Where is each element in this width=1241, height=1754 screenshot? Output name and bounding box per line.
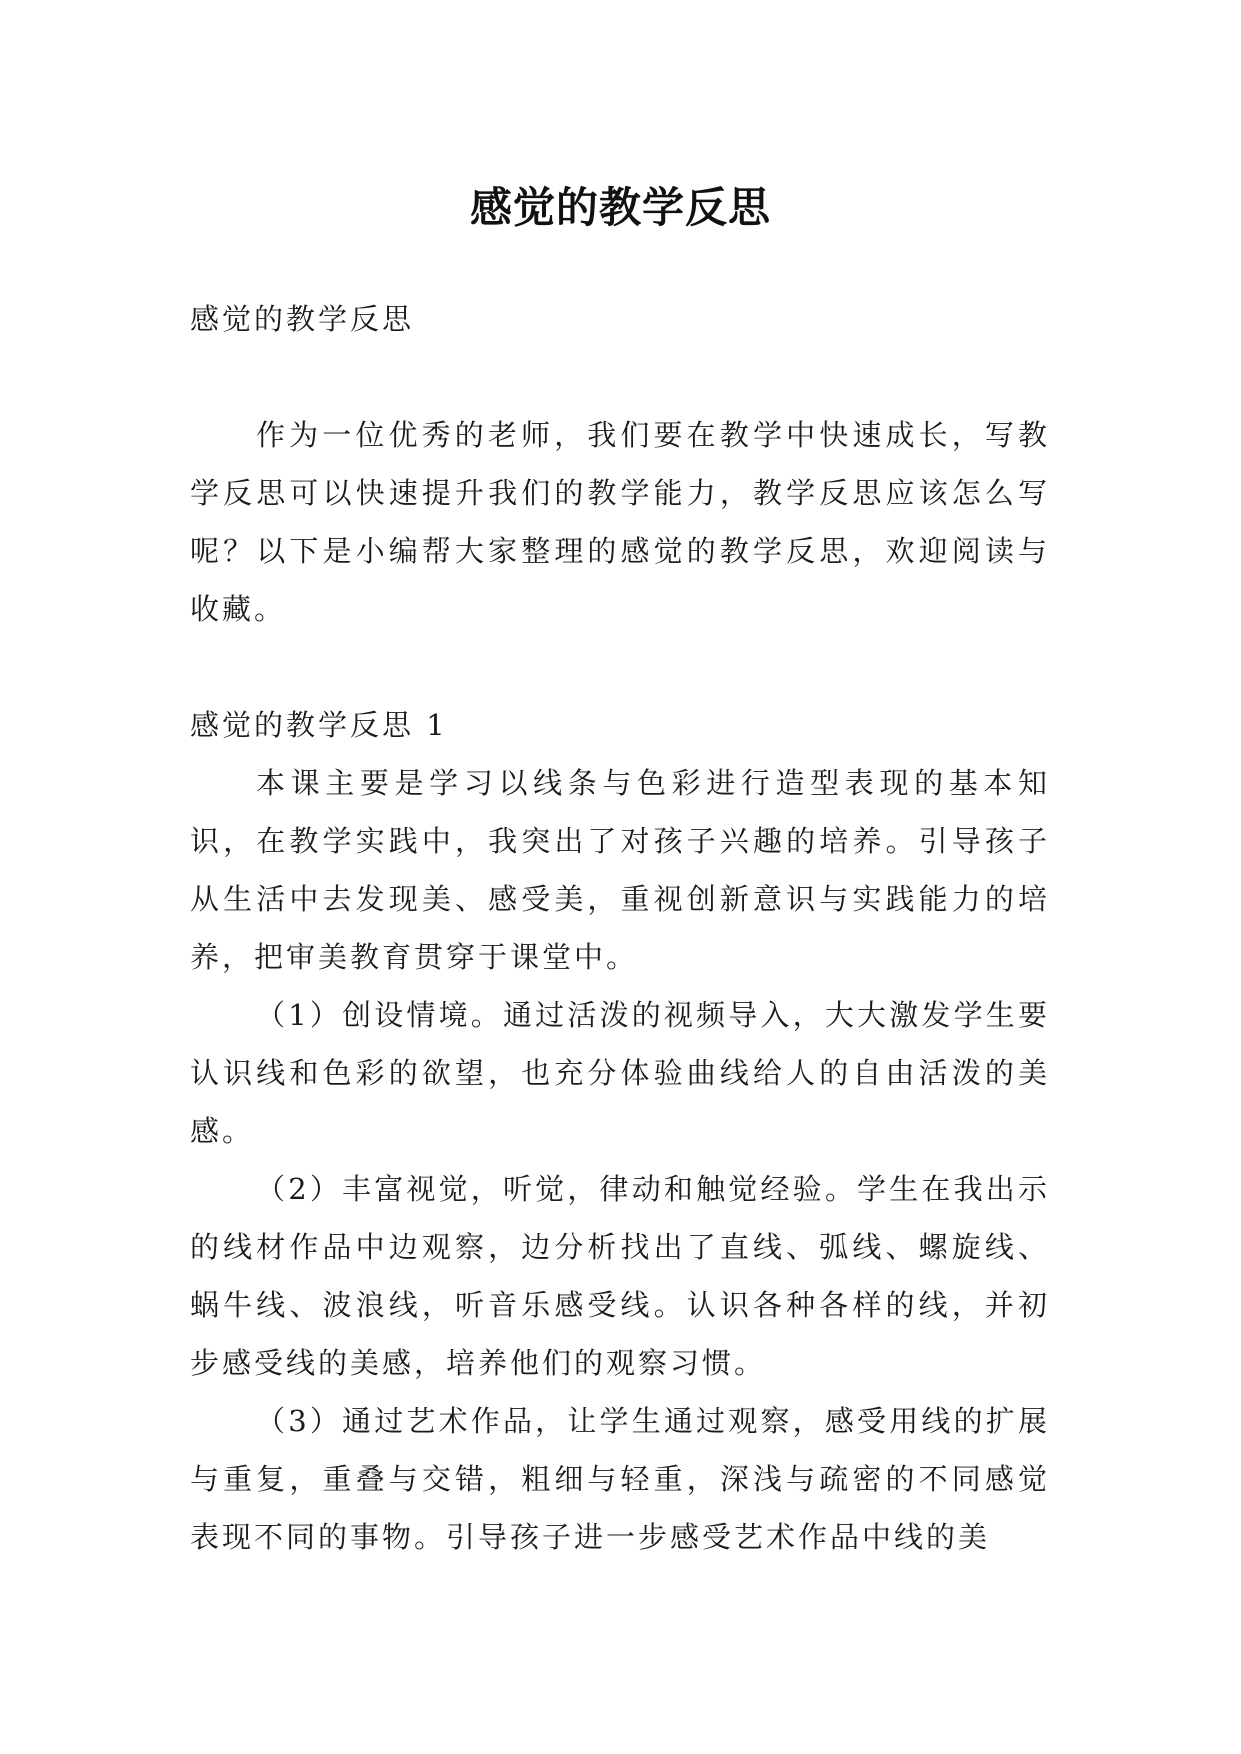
body-paragraph: （1）创设情境。通过活泼的视频导入，大大激发学生要认识线和色彩的欲望，也充分体验曲线给人的自由活泼的美感。 bbox=[190, 998, 1050, 1148]
document-subtitle: 感觉的教学反思 bbox=[190, 302, 415, 336]
body-paragraph: 本课主要是学习以线条与色彩进行造型表现的基本知识，在教学实践中，我突出了对孩子兴趣的培养。引导孩子从生活中去发现美、感受美，重视创新意识与实践能力的培养，把审美教育贯穿于课堂中。 bbox=[190, 766, 1050, 974]
section-heading: 感觉的教学反思 1 bbox=[190, 708, 448, 742]
body-paragraph: （2）丰富视觉，听觉，律动和触觉经验。学生在我出示的线材作品中边观察，边分析找出了直线、弧线、螺旋线、蜗牛线、波浪线，听音乐感受线。认识各种各样的线，并初步感受线的美感，培养他们的观察习惯。 bbox=[190, 1172, 1050, 1380]
body-paragraph: （3）通过艺术作品，让学生通过观察，感受用线的扩展与重复，重叠与交错，粗细与轻重，深浅与疏密的不同感觉表现不同的事物。引导孩子进一步感受艺术作品中线的美 bbox=[190, 1404, 1050, 1554]
document-body bbox=[190, 290, 1050, 1566]
intro-paragraph: 作为一位优秀的老师，我们要在教学中快速成长，写教学反思可以快速提升我们的教学能力，教学反思应该怎么写呢？以下是小编帮大家整理的感觉的教学反思，欢迎阅读与收藏。 bbox=[190, 418, 1050, 626]
document-title: 感觉的教学反思 bbox=[469, 183, 771, 233]
